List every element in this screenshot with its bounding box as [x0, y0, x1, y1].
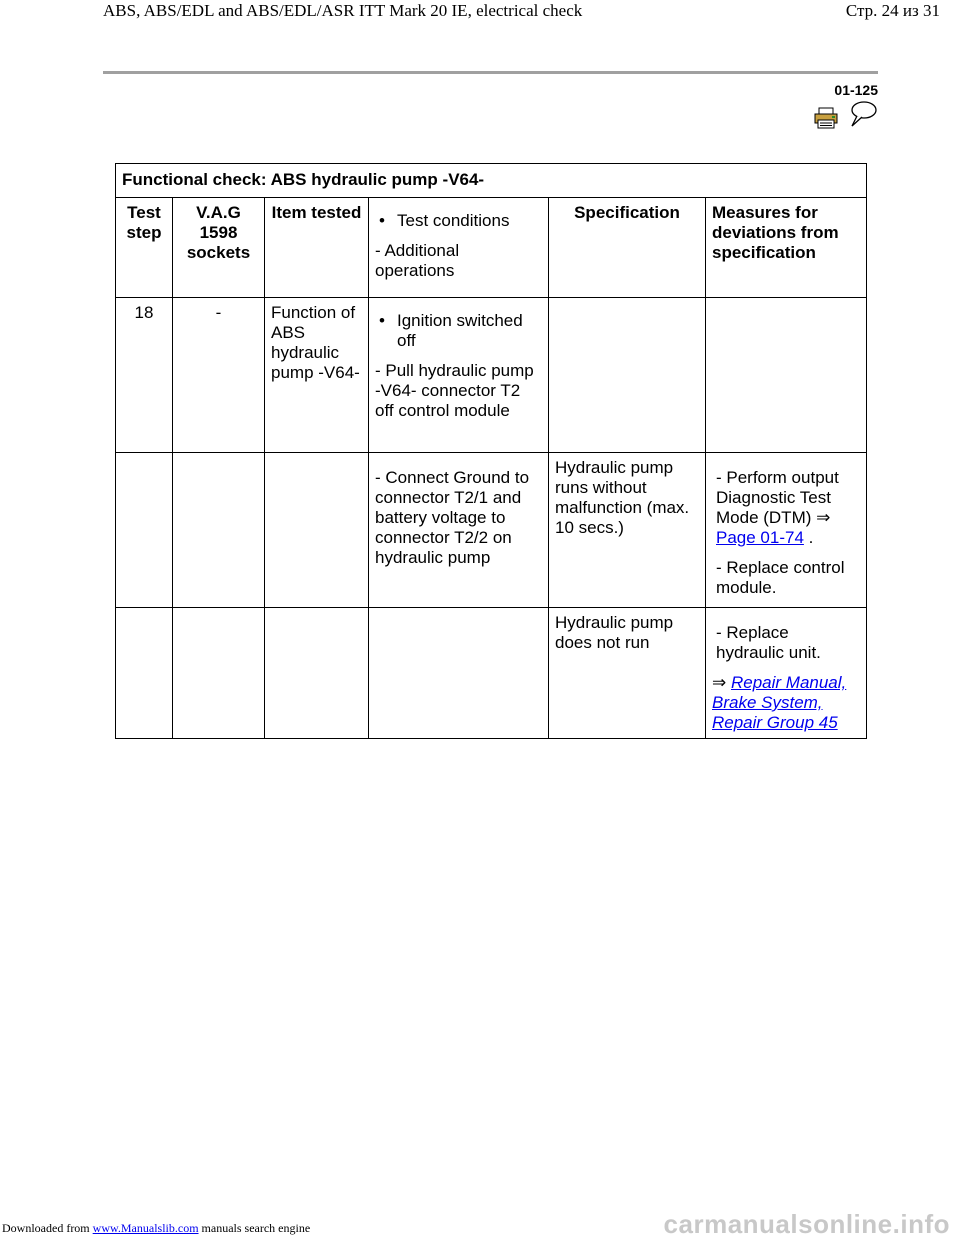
footer-suffix: manuals search engine — [201, 1221, 311, 1235]
condition-bullet-text: Ignition switched off — [397, 311, 523, 350]
column-header-conditions — [369, 198, 549, 298]
table-row — [116, 608, 867, 739]
manualslib-link[interactable]: www.Manualslib.com — [92, 1221, 199, 1235]
speech-bubble-icon[interactable] — [848, 100, 878, 133]
measure-text-prefix: - Perform output Diagnostic Test Mode (DTM) ⇒ — [716, 468, 839, 527]
document-number: 01-125 — [834, 82, 878, 98]
download-footer — [2, 1221, 310, 1236]
test-step-cell — [116, 608, 173, 739]
page-01-74-link[interactable]: Page 01-74 — [716, 528, 804, 547]
vag-socket-cell — [173, 608, 265, 739]
item-tested-cell: Function of ABS hydraulic pump -V64- — [265, 298, 369, 453]
specification-cell — [549, 298, 706, 453]
table-header-row — [116, 198, 867, 298]
condition-operation-text: - Pull hydraulic pump -V64- connector T2 off control module — [375, 361, 534, 420]
footer-prefix: Downloaded from — [2, 1221, 90, 1235]
condition-operation-text: - Connect Ground to connector T2/1 and battery voltage to connector T2/2 on hydraulic pump — [375, 468, 530, 567]
item-tested-cell — [265, 453, 369, 608]
conditions-text-label: - Additional operations — [375, 241, 460, 280]
table-caption: Functional check: ABS hydraulic pump -V64- — [116, 164, 867, 198]
vag-socket-cell — [173, 453, 265, 608]
specification-cell: Hydraulic pump does not run — [549, 608, 706, 739]
test-step-cell: 18 — [116, 298, 173, 453]
header-divider — [103, 71, 878, 74]
bullet-icon: • — [379, 211, 385, 230]
bullet-item — [375, 211, 542, 231]
item-tested-cell — [265, 608, 369, 739]
table-row — [116, 298, 867, 453]
specification-cell: Hydraulic pump runs without malfunction (max. 10 secs.) — [549, 453, 706, 608]
bullet-item — [375, 311, 542, 351]
table-row — [116, 453, 867, 608]
column-header-item-tested: Item tested — [265, 198, 369, 298]
measures-cell — [706, 298, 867, 453]
toolbar — [814, 100, 880, 130]
bullet-icon: • — [379, 311, 385, 330]
page-counter: Стр. 24 из 31 — [845, 1, 940, 20]
conditions-cell — [369, 298, 549, 453]
document-title: ABS, ABS/EDL and ABS/EDL/ASR ITT Mark 20 IE, electrical check — [103, 1, 583, 20]
test-step-cell — [116, 453, 173, 608]
column-header-test-step: Test step — [116, 198, 173, 298]
printer-icon[interactable] — [814, 107, 838, 134]
measure-text: - Replace control module. — [716, 558, 845, 597]
page-header — [0, 0, 960, 28]
column-header-vag-sockets: V.A.G 1598 sockets — [173, 198, 265, 298]
measure-text — [712, 673, 860, 733]
repair-manual-link[interactable]: Repair Manual, Brake System, Repair Group 45 — [712, 673, 847, 732]
measure-text — [712, 468, 860, 548]
measures-cell — [706, 453, 867, 608]
arrow-icon: ⇒ — [712, 673, 727, 692]
conditions-cell — [369, 453, 549, 608]
table-caption-row — [116, 164, 867, 198]
conditions-bullet-label: Test conditions — [397, 211, 510, 230]
vag-socket-cell: - — [173, 298, 265, 453]
functional-check-table — [115, 163, 867, 739]
column-header-specification: Specification — [549, 198, 706, 298]
measure-text-suffix: . — [808, 528, 814, 547]
conditions-cell — [369, 608, 549, 739]
column-header-measures: Measures for deviations from specification — [706, 198, 867, 298]
measure-text: - Replace hydraulic unit. — [716, 623, 821, 662]
measures-cell — [706, 608, 867, 739]
watermark: carmanualsonline.info — [663, 1209, 950, 1239]
